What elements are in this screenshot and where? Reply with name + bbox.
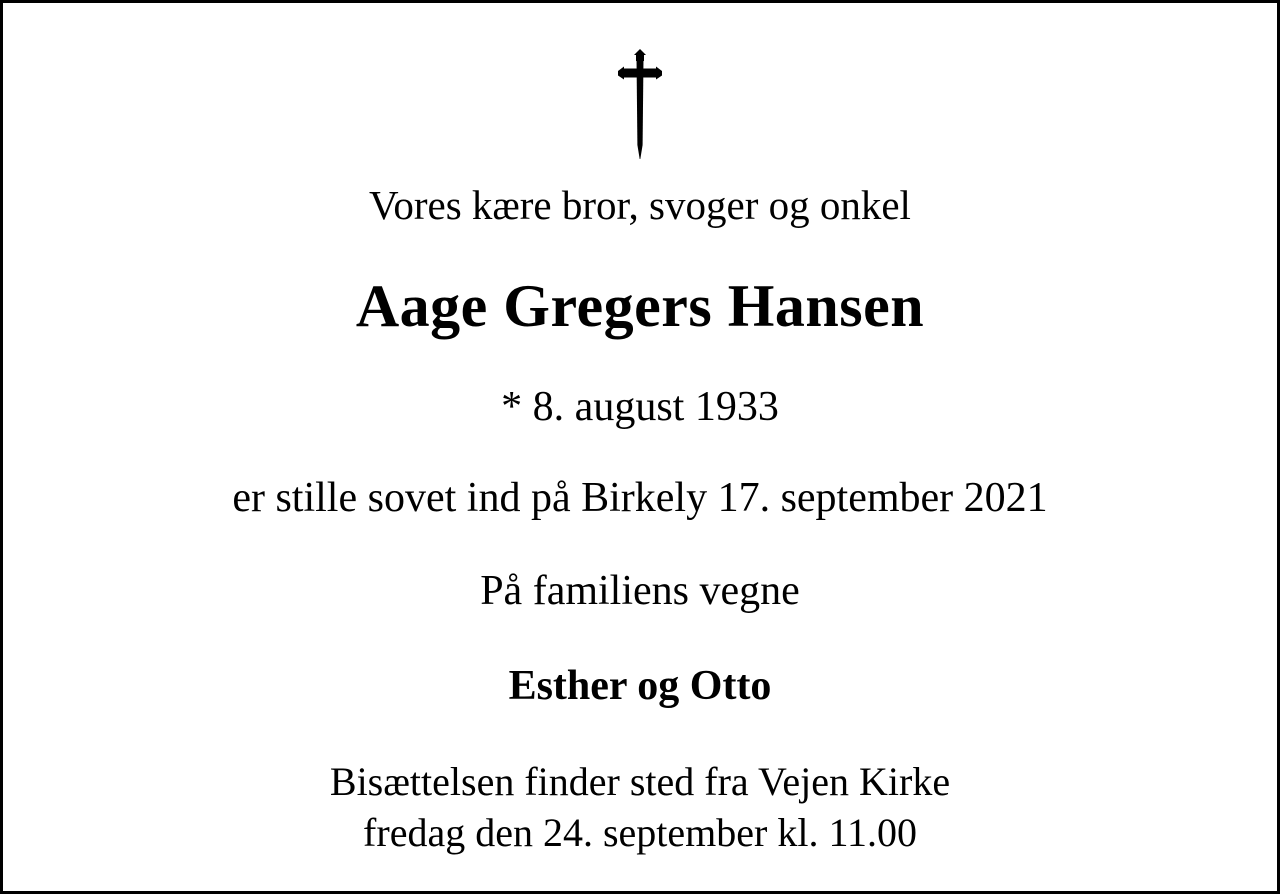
funeral-time: fredag den 24. september kl. 11.00 (363, 810, 917, 856)
death-statement: er stille sovet ind på Birkely 17. september 2021 (232, 475, 1048, 522)
funeral-location: Bisættelsen finder sted fra Vejen Kirke (329, 759, 951, 805)
intro-text: Vores kære bror, svoger og onkel (369, 182, 911, 228)
survivors-names: Esther og Otto (508, 663, 772, 710)
on-behalf-text: På familiens vegne (480, 568, 800, 615)
christian-cross-icon (605, 49, 675, 159)
birth-date: * 8. august 1933 (501, 384, 779, 431)
deceased-name: Aage Gregers Hansen (355, 272, 925, 339)
